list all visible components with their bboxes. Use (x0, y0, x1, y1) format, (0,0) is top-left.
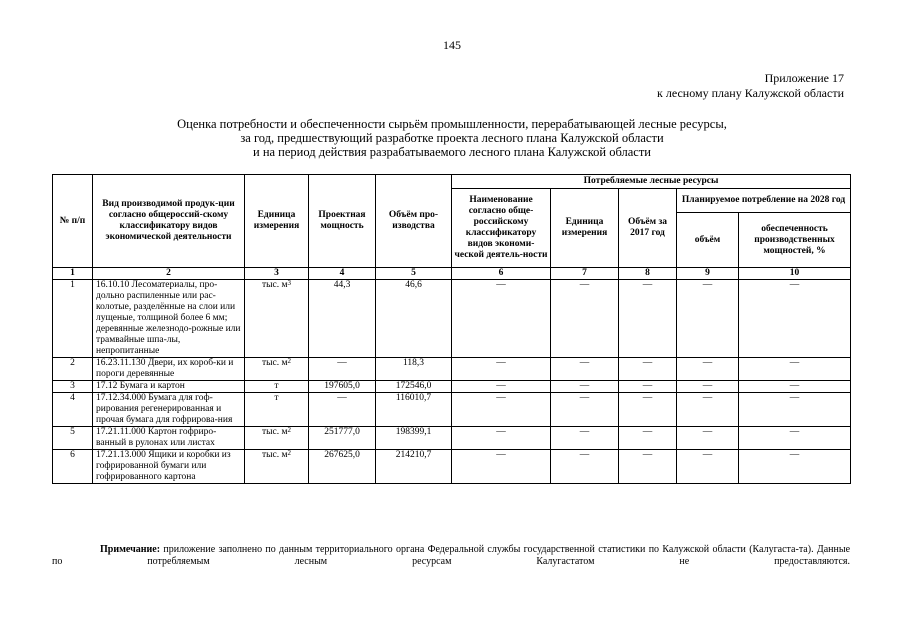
title-line-1: Оценка потребности и обеспеченности сырьём промышленности, перерабатывающей лесные ресурсы, (177, 117, 727, 131)
document-title (0, 117, 904, 159)
planned-volume-cell: — (677, 280, 739, 358)
title-line-2: за год, предшествующий разработке проекта лесного плана Калужской области (240, 131, 664, 145)
column-number: 1 (53, 268, 93, 280)
column-number: 10 (739, 268, 851, 280)
table-row (53, 358, 851, 381)
appendix-line-1: Приложение 17 (764, 71, 844, 85)
production-volume-cell: 118,3 (376, 358, 452, 381)
resource-name-cell: — (452, 280, 551, 358)
resource-unit-cell: — (551, 427, 619, 450)
note-paragraph (52, 544, 850, 568)
capacity-cell: — (309, 358, 376, 381)
unit-cell (245, 280, 309, 358)
table-row (53, 280, 851, 358)
row-number-cell: 6 (53, 450, 93, 484)
volume-2017-cell: — (619, 393, 677, 427)
unit-text: тыс. м (261, 280, 288, 290)
column-number: 6 (452, 268, 551, 280)
table-header (53, 175, 851, 268)
note-text: приложение заполнено по данным территориального органа Федеральной службы государственной статистики по Калужской области (Калугаста-та). Данные по потребляемым лесным ресурсам Калугастатом не предоставляются. (52, 544, 851, 567)
table-row (53, 393, 851, 427)
product-name-cell: 17.21.11.000 Картон гофриро-ванный в рулонах или листах (93, 427, 245, 450)
header-resource-unit: Единица измерения (551, 189, 619, 268)
product-name-cell: 16.10.10 Лесоматериалы, про-дольно распиленные или рас-колотые, разделённые на слои или лущеные, толщиной более 6 мм; деревянные железнодо-рожные или трамвайные шпа-лы, непропитанные (93, 280, 245, 358)
unit-text: тыс. м (261, 450, 288, 460)
planned-volume-cell: — (677, 381, 739, 393)
production-volume-cell: 198399,1 (376, 427, 452, 450)
resource-name-cell: — (452, 427, 551, 450)
production-volume-cell: 116010,7 (376, 393, 452, 427)
unit-cell (245, 393, 309, 427)
unit-cell (245, 450, 309, 484)
unit-text: т (274, 393, 279, 403)
column-number: 3 (245, 268, 309, 280)
capacity-cell: 251777,0 (309, 427, 376, 450)
production-volume-cell: 214210,7 (376, 450, 452, 484)
row-number-cell: 3 (53, 381, 93, 393)
planned-volume-cell: — (677, 427, 739, 450)
resource-name-cell: — (452, 358, 551, 381)
column-number-row (53, 268, 851, 280)
unit-superscript: 2 (287, 357, 291, 365)
volume-2017-cell: — (619, 381, 677, 393)
volume-2017-cell: — (619, 358, 677, 381)
appendix-heading (657, 71, 844, 101)
product-name-cell: 16.23.11.130 Двери, их короб-ки и пороги деревянные (93, 358, 245, 381)
product-name-cell: 17.21.13.000 Ящики и коробки из гофрированной бумаги или гофрированного картона (93, 450, 245, 484)
capacity-cell: 267625,0 (309, 450, 376, 484)
planned-supply-cell: — (739, 358, 851, 381)
resource-name-cell: — (452, 393, 551, 427)
capacity-cell: 44,3 (309, 280, 376, 358)
row-number-cell: 2 (53, 358, 93, 381)
capacity-cell: — (309, 393, 376, 427)
unit-text: тыс. м (261, 427, 288, 437)
column-number: 2 (93, 268, 245, 280)
planned-supply-cell: — (739, 280, 851, 358)
column-number: 8 (619, 268, 677, 280)
planned-volume-cell: — (677, 358, 739, 381)
table-row (53, 427, 851, 450)
unit-text: тыс. м (261, 358, 288, 368)
planned-volume-cell: — (677, 393, 739, 427)
unit-superscript: 2 (287, 449, 291, 457)
header-volume: Объём про-изводства (376, 175, 452, 268)
capacity-cell: 197605,0 (309, 381, 376, 393)
row-number-cell: 5 (53, 427, 93, 450)
unit-cell (245, 427, 309, 450)
title-line-3: и на период действия разрабатываемого лесного плана Калужской области (253, 145, 651, 159)
header-capacity: Проектная мощность (309, 175, 376, 268)
table-body (53, 268, 851, 484)
resource-unit-cell: — (551, 280, 619, 358)
row-number-cell: 4 (53, 393, 93, 427)
volume-2017-cell: — (619, 450, 677, 484)
column-number: 5 (376, 268, 452, 280)
production-volume-cell: 172546,0 (376, 381, 452, 393)
table-row (53, 381, 851, 393)
resource-name-cell: — (452, 450, 551, 484)
resource-name-cell: — (452, 381, 551, 393)
unit-cell (245, 358, 309, 381)
note-label: Примечание: (100, 544, 161, 555)
product-name-cell: 17.12.34.000 Бумага для гоф-рирования регенерированная и прочая бумага для гофрирова-ния (93, 393, 245, 427)
header-unit: Единица измерения (245, 175, 309, 268)
resource-unit-cell: — (551, 450, 619, 484)
header-planned-volume: объём (677, 213, 739, 268)
planned-supply-cell: — (739, 427, 851, 450)
planned-supply-cell: — (739, 381, 851, 393)
header-volume-2017: Объём за 2017 год (619, 189, 677, 268)
unit-superscript: 2 (287, 426, 291, 434)
volume-2017-cell: — (619, 427, 677, 450)
unit-superscript: 3 (287, 279, 291, 287)
planned-volume-cell: — (677, 450, 739, 484)
column-number: 7 (551, 268, 619, 280)
header-product-type: Вид производимой продук-ции согласно общероссий-скому классификатору видов экономической деятельности (93, 175, 245, 268)
product-name-cell: 17.12 Бумага и картон (93, 381, 245, 393)
resource-unit-cell: — (551, 381, 619, 393)
column-number: 9 (677, 268, 739, 280)
appendix-line-2: к лесному плану Калужской области (657, 86, 844, 100)
resource-table (52, 174, 851, 484)
page-number: 145 (443, 38, 461, 52)
resource-unit-cell: — (551, 393, 619, 427)
header-consumed-resources: Потребляемые лесные ресурсы (452, 175, 851, 189)
unit-text: т (274, 381, 279, 391)
table-row (53, 450, 851, 484)
unit-cell (245, 381, 309, 393)
volume-2017-cell: — (619, 280, 677, 358)
header-num: № п/п (53, 175, 93, 268)
production-volume-cell: 46,6 (376, 280, 452, 358)
header-planned-consumption: Планируемое потребление на 2028 год (677, 189, 851, 213)
planned-supply-cell: — (739, 450, 851, 484)
header-resource-name: Наименование согласно обще-российскому классификатору видов экономи-ческой деятель-ности (452, 189, 551, 268)
planned-supply-cell: — (739, 393, 851, 427)
column-number: 4 (309, 268, 376, 280)
header-planned-supply: обеспеченность производственных мощностей, % (739, 213, 851, 268)
resource-unit-cell: — (551, 358, 619, 381)
row-number-cell: 1 (53, 280, 93, 358)
